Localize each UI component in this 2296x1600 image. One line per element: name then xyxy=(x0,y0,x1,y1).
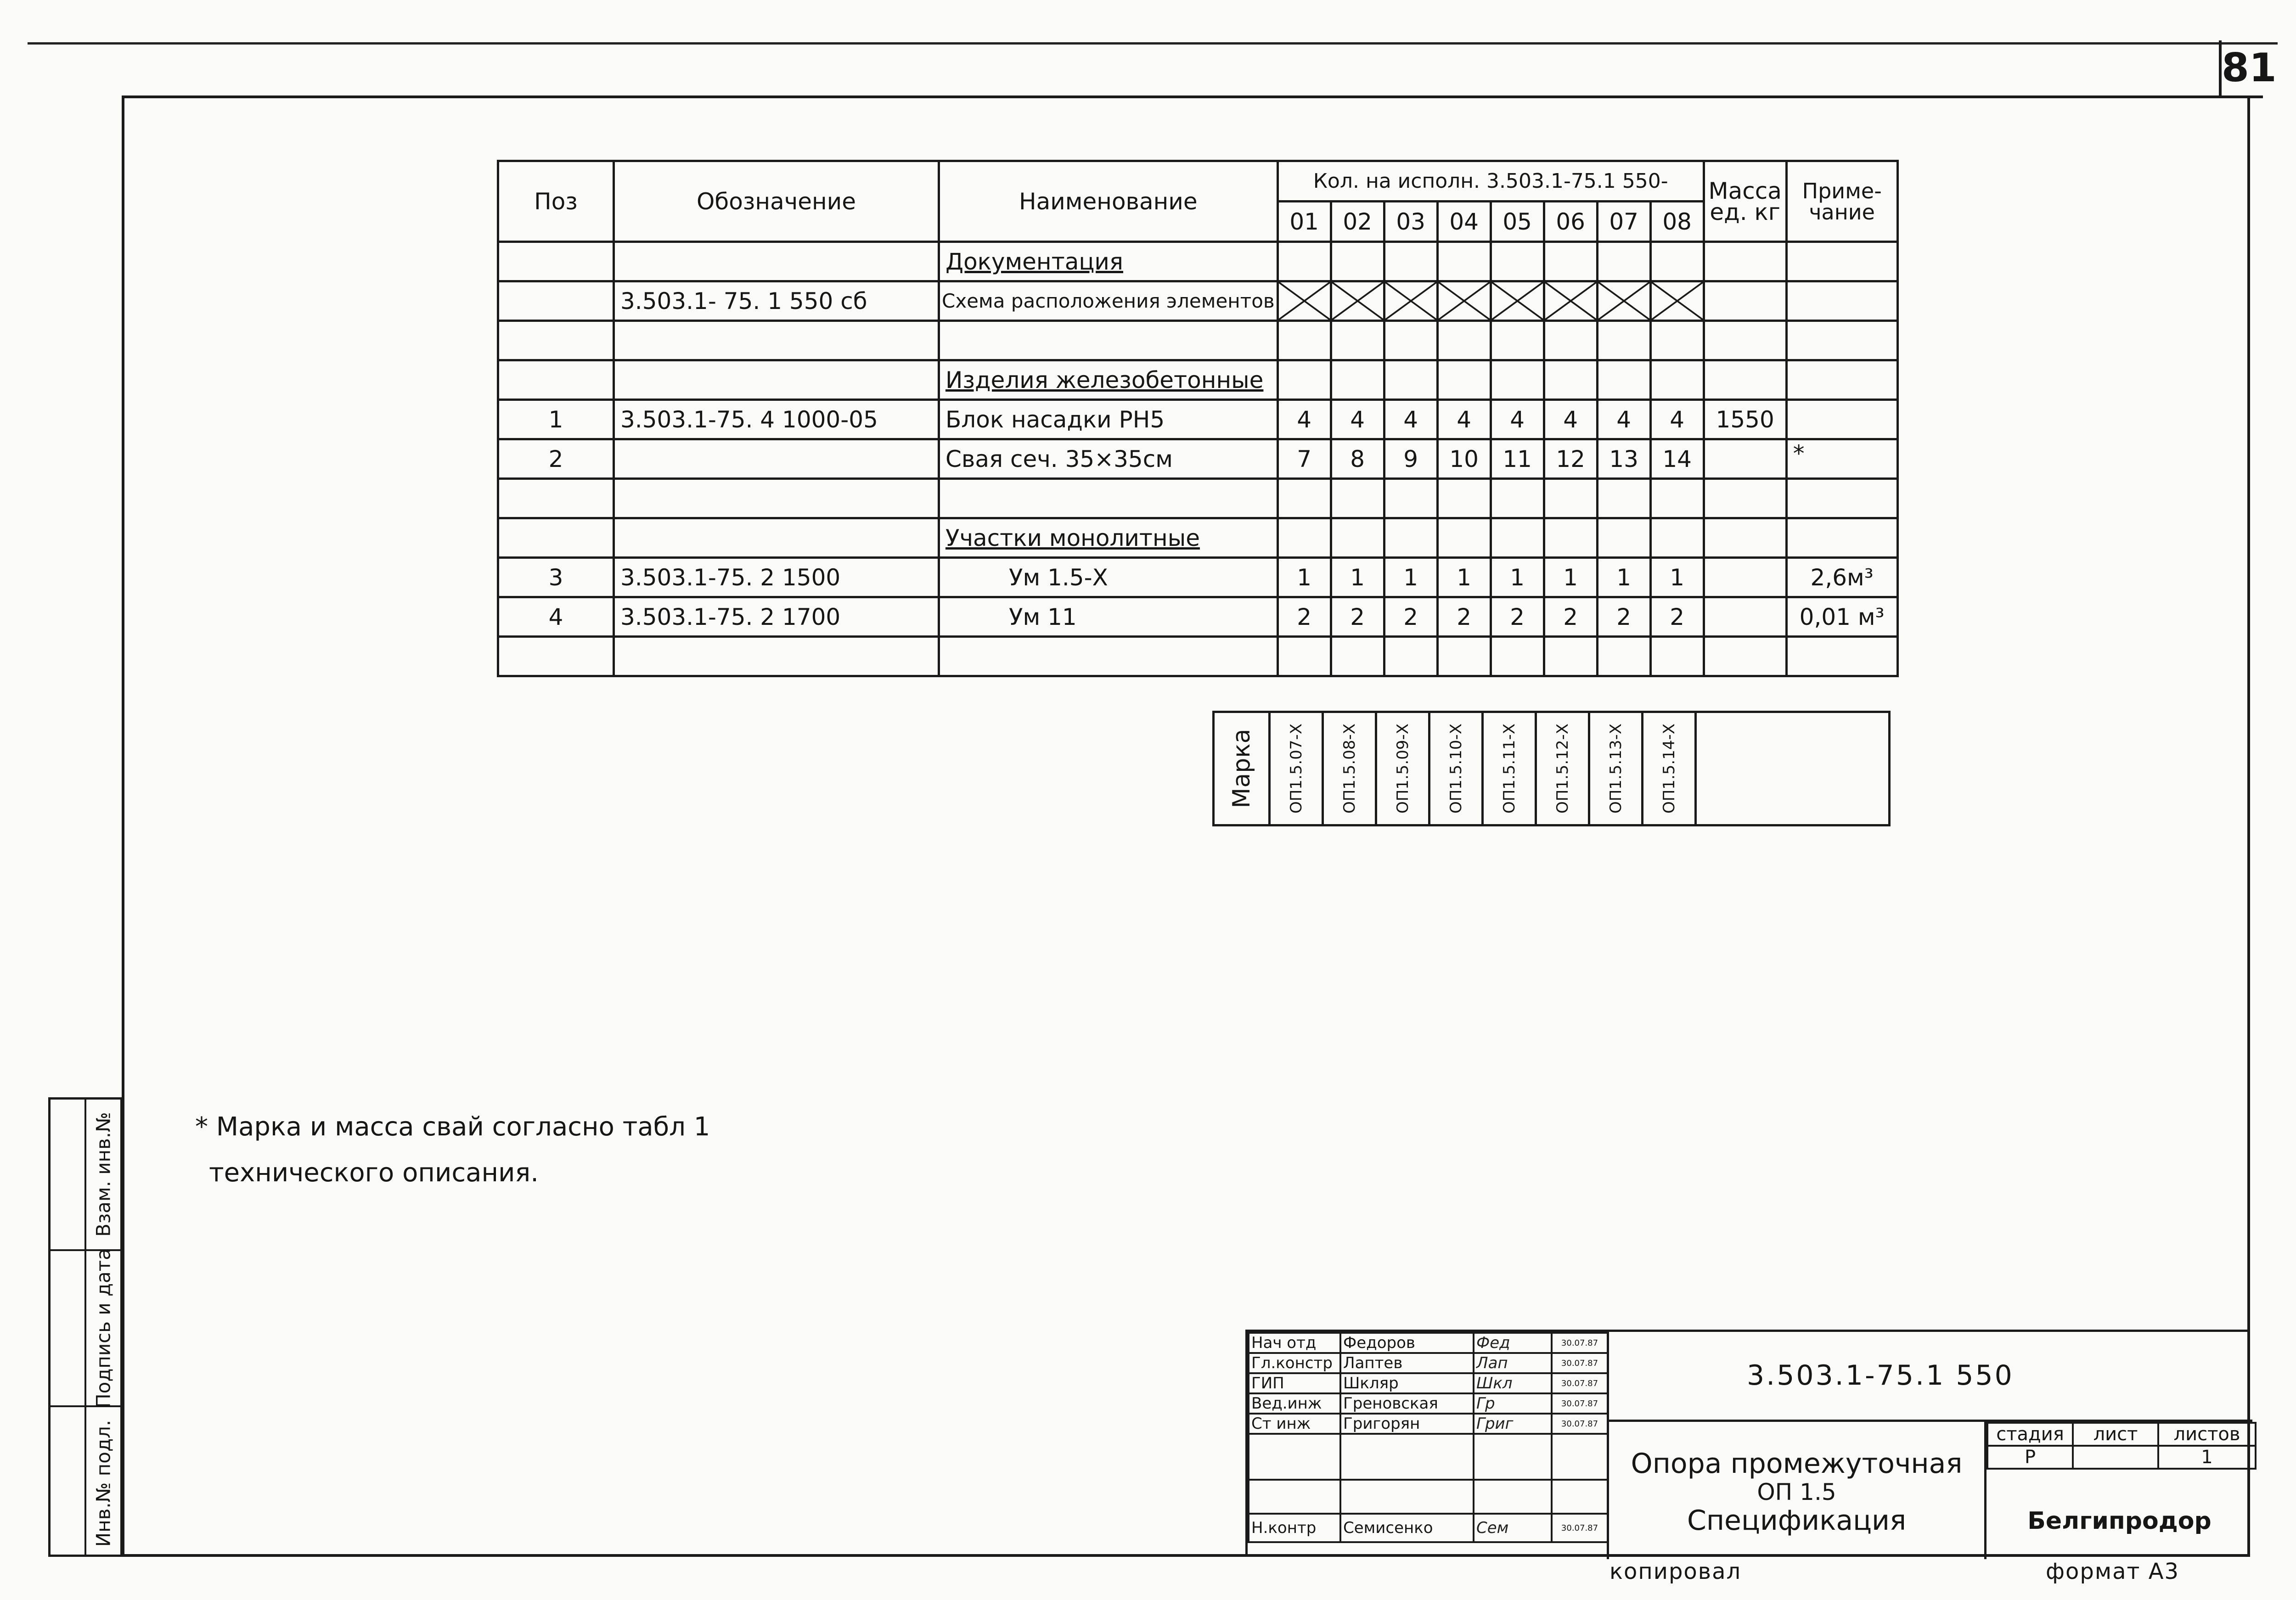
stamp-replace-inv: Взам. инв.№ xyxy=(92,1112,115,1237)
row1-name: Блок насадки PH5 xyxy=(939,400,1278,439)
row2-name: Свая сеч. 35×35см xyxy=(939,439,1278,479)
row2-qty: 8 xyxy=(1331,439,1384,479)
variant-06: 06 xyxy=(1544,202,1597,242)
sig-signature: Фед xyxy=(1474,1333,1552,1353)
variant-02: 02 xyxy=(1331,202,1384,242)
title-block xyxy=(1245,1330,2250,1557)
document-title xyxy=(1607,1422,1984,1559)
sig-role: Нач отд xyxy=(1249,1333,1340,1353)
copied-by: копировал xyxy=(1609,1559,1742,1584)
stage-value: Р xyxy=(1987,1446,2073,1469)
row1-designation: 3.503.1-75. 4 1000-05 xyxy=(614,400,939,439)
footnote xyxy=(195,1104,710,1196)
row2-qty: 12 xyxy=(1544,439,1597,479)
header-name: Наименование xyxy=(939,161,1278,242)
row2-qty: 10 xyxy=(1437,439,1491,479)
row3-qty: 1 xyxy=(1544,558,1597,597)
row4-qty: 2 xyxy=(1544,597,1597,637)
sig-date: 30.07.87 xyxy=(1552,1373,1608,1393)
sig-role: Ст инж xyxy=(1249,1414,1340,1434)
row4-note: 0,01 м³ xyxy=(1786,597,1897,637)
row3-qty: 1 xyxy=(1277,558,1331,597)
row1-qty: 4 xyxy=(1331,400,1384,439)
table-row xyxy=(498,597,1898,637)
table-row xyxy=(498,400,1898,439)
row2-qty: 13 xyxy=(1597,439,1650,479)
row4-qty: 2 xyxy=(1437,597,1491,637)
marka-item: ОП1.5.08-Х xyxy=(1340,723,1359,814)
title-line-2: ОП 1.5 xyxy=(1757,1479,1836,1505)
header-qty-group: Кол. на исполн. 3.503.1-75.1 550- xyxy=(1277,161,1704,202)
sig-name: Лаптев xyxy=(1340,1353,1474,1373)
variant-03: 03 xyxy=(1384,202,1437,242)
row1-qty: 4 xyxy=(1544,400,1597,439)
sig-signature: Сем xyxy=(1474,1514,1552,1542)
row2-note: * xyxy=(1786,439,1897,479)
row1-qty: 4 xyxy=(1597,400,1650,439)
row3-qty: 1 xyxy=(1331,558,1384,597)
stage-header: стадия xyxy=(1987,1423,2073,1446)
title-line-1: Опора промежуточная xyxy=(1631,1448,1963,1480)
sig-name: Федоров xyxy=(1340,1333,1474,1353)
row2-qty: 7 xyxy=(1277,439,1331,479)
row1-qty: 4 xyxy=(1650,400,1704,439)
header-designation: Обозначение xyxy=(614,161,939,242)
row4-qty: 2 xyxy=(1650,597,1704,637)
cross-cell xyxy=(1437,281,1491,321)
row4-qty: 2 xyxy=(1491,597,1544,637)
row4-name: Ум 11 xyxy=(939,597,1278,637)
sig-role: Гл.констр xyxy=(1249,1353,1340,1373)
row2-qty: 11 xyxy=(1491,439,1544,479)
row3-qty: 1 xyxy=(1597,558,1650,597)
row3-qty: 1 xyxy=(1384,558,1437,597)
row1-qty: 4 xyxy=(1277,400,1331,439)
sheet-header: лист xyxy=(2073,1423,2158,1446)
variant-07: 07 xyxy=(1597,202,1650,242)
row4-qty: 2 xyxy=(1384,597,1437,637)
row2-mass xyxy=(1704,439,1786,479)
sig-date: 30.07.87 xyxy=(1552,1414,1608,1434)
section-documentation: Документация xyxy=(939,242,1278,281)
variant-05: 05 xyxy=(1491,202,1544,242)
row4-pos: 4 xyxy=(498,597,614,637)
title-line-3: Спецификация xyxy=(1687,1505,1907,1537)
row1-pos: 1 xyxy=(498,400,614,439)
variant-08: 08 xyxy=(1650,202,1704,242)
marka-item: ОП1.5.11-Х xyxy=(1500,723,1519,814)
stage-box xyxy=(1984,1422,2252,1559)
row1-qty: 4 xyxy=(1437,400,1491,439)
row3-name: Ум 1.5-Х xyxy=(939,558,1278,597)
row1-qty: 4 xyxy=(1384,400,1437,439)
marka-item: ОП1.5.07-Х xyxy=(1287,723,1306,814)
marka-item: ОП1.5.09-Х xyxy=(1393,723,1412,814)
section-monolithic: Участки монолитные xyxy=(939,518,1278,558)
cross-cell xyxy=(1331,281,1384,321)
sig-date: 30.07.87 xyxy=(1552,1393,1608,1414)
sig-name: Семисенко xyxy=(1340,1514,1474,1542)
sig-date: 30.07.87 xyxy=(1552,1514,1608,1542)
header-note: Приме-чание xyxy=(1786,161,1897,242)
row2-pos: 2 xyxy=(498,439,614,479)
sig-role: ГИП xyxy=(1249,1373,1340,1393)
cross-cell xyxy=(1277,281,1331,321)
row2-qty: 14 xyxy=(1650,439,1704,479)
paper-format: формат А3 xyxy=(2046,1559,2180,1584)
cross-cell xyxy=(1491,281,1544,321)
top-rule xyxy=(28,42,2278,45)
stamp-sign-date: Подпись и дата xyxy=(92,1248,115,1408)
stamp-inv-original: Инв.№ подл. xyxy=(92,1420,115,1547)
document-code: 3.503.1-75.1 550 xyxy=(1607,1332,2252,1422)
sig-date: 30.07.87 xyxy=(1552,1333,1608,1353)
sig-name: Шкляр xyxy=(1340,1373,1474,1393)
sig-name: Григорян xyxy=(1340,1414,1474,1434)
marka-label: Марка xyxy=(1227,729,1255,808)
margin-stamp-col-2 xyxy=(86,1100,120,1555)
specification-table xyxy=(497,160,1899,677)
marka-item: ОП1.5.14-Х xyxy=(1660,723,1678,814)
footnote-line-2: технического описания. xyxy=(209,1158,539,1188)
row3-qty: 1 xyxy=(1491,558,1544,597)
sig-signature: Григ xyxy=(1474,1414,1552,1434)
row3-mass xyxy=(1704,558,1786,597)
doc-name: Схема расположения элементов xyxy=(939,281,1278,321)
row4-qty: 2 xyxy=(1597,597,1650,637)
sheet-value xyxy=(2073,1446,2158,1469)
row4-designation: 3.503.1-75. 2 1700 xyxy=(614,597,939,637)
sig-date: 30.07.87 xyxy=(1552,1353,1608,1373)
row4-qty: 2 xyxy=(1277,597,1331,637)
marka-item: ОП1.5.12-Х xyxy=(1553,723,1572,814)
table-row xyxy=(498,558,1898,597)
margin-stamp xyxy=(48,1097,123,1557)
sig-role: Вед.инж xyxy=(1249,1393,1340,1414)
row4-qty: 2 xyxy=(1331,597,1384,637)
sig-role: Н.контр xyxy=(1249,1514,1340,1542)
doc-designation: 3.503.1- 75. 1 550 сб xyxy=(614,281,939,321)
row3-pos: 3 xyxy=(498,558,614,597)
sheets-value: 1 xyxy=(2158,1446,2256,1469)
table-row xyxy=(498,439,1898,479)
header-mass: Масса ед. кг xyxy=(1704,161,1786,242)
sig-name: Греновская xyxy=(1340,1393,1474,1414)
margin-stamp-col-1 xyxy=(51,1100,86,1555)
cross-cell xyxy=(1384,281,1437,321)
row2-qty: 9 xyxy=(1384,439,1437,479)
organization: Белгипродор xyxy=(2027,1507,2212,1535)
header-pos: Поз xyxy=(498,161,614,242)
sheet-number: 81 xyxy=(2219,40,2263,98)
marka-table xyxy=(1212,711,1891,826)
row3-qty: 1 xyxy=(1650,558,1704,597)
marka-item: ОП1.5.10-Х xyxy=(1446,723,1465,814)
section-reinforced: Изделия железобетонные xyxy=(939,360,1278,400)
variant-01: 01 xyxy=(1277,202,1331,242)
cross-cell xyxy=(1544,281,1597,321)
cross-cell xyxy=(1597,281,1650,321)
row1-note xyxy=(1786,400,1897,439)
row4-mass xyxy=(1704,597,1786,637)
sheets-header: листов xyxy=(2158,1423,2256,1446)
signature-table xyxy=(1248,1332,1609,1543)
variant-04: 04 xyxy=(1437,202,1491,242)
marka-item: ОП1.5.13-Х xyxy=(1606,723,1625,814)
row1-mass: 1550 xyxy=(1704,400,1786,439)
cross-cell xyxy=(1650,281,1704,321)
sig-signature: Гр xyxy=(1474,1393,1552,1414)
sig-signature: Лап xyxy=(1474,1353,1552,1373)
row3-note: 2,6м³ xyxy=(1786,558,1897,597)
row3-designation: 3.503.1-75. 2 1500 xyxy=(614,558,939,597)
footnote-line-1: * Марка и масса свай согласно табл 1 xyxy=(195,1112,710,1142)
row3-qty: 1 xyxy=(1437,558,1491,597)
row1-qty: 4 xyxy=(1491,400,1544,439)
row2-designation xyxy=(614,439,939,479)
sig-signature: Шкл xyxy=(1474,1373,1552,1393)
